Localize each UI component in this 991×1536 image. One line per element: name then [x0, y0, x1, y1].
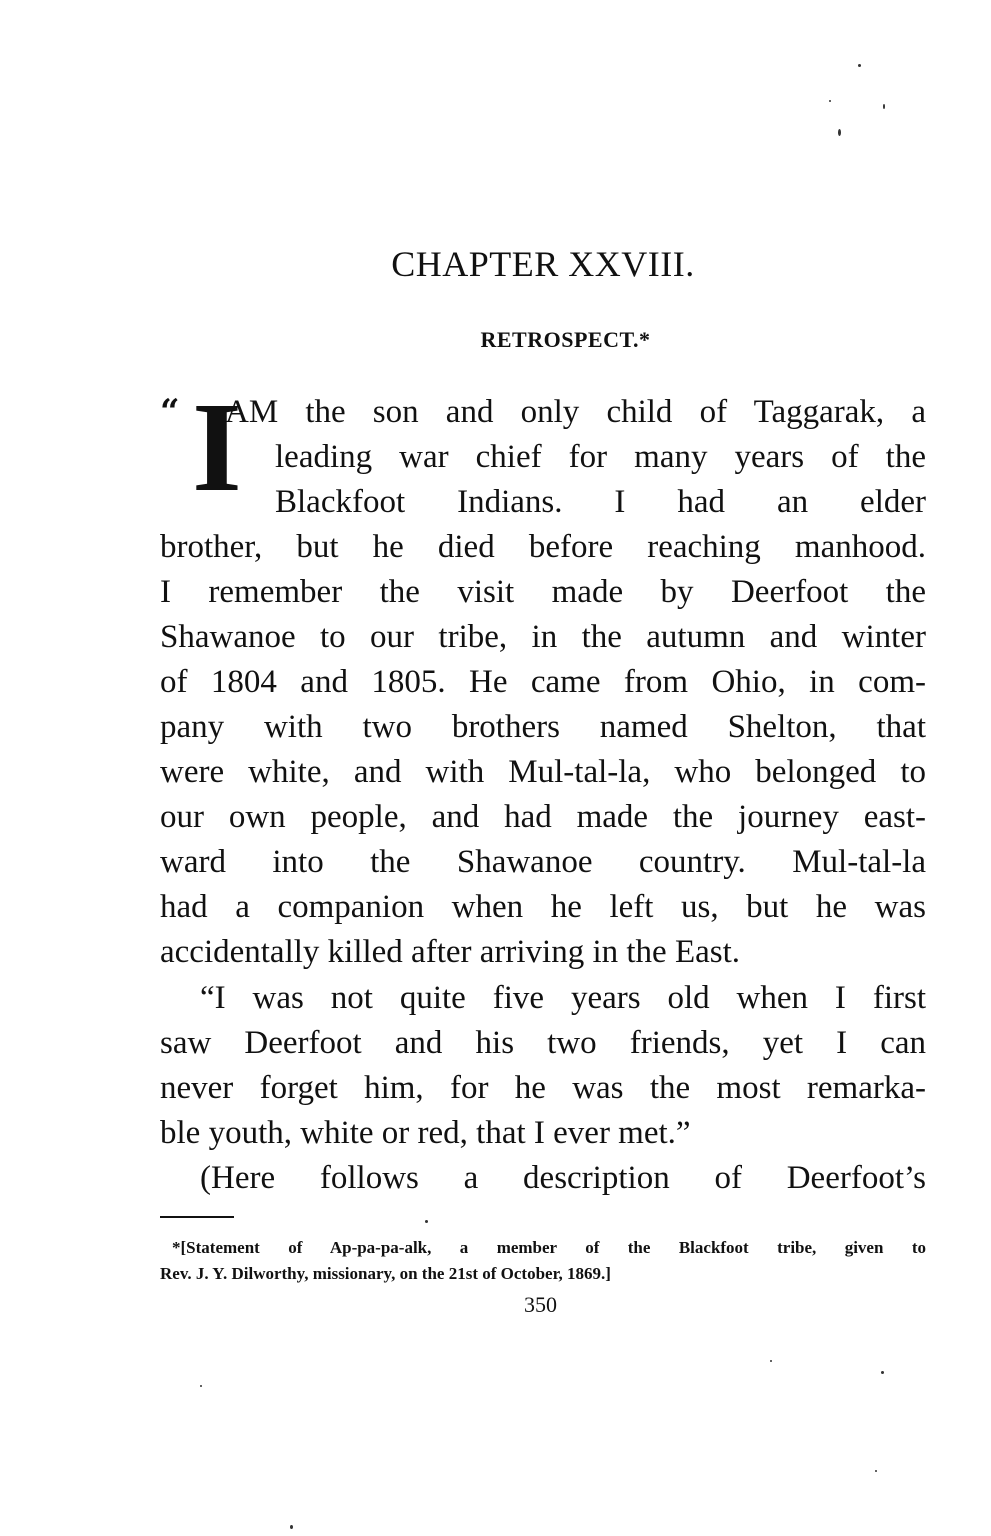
- scan-speck: [200, 1385, 202, 1387]
- text-line: pany with two brothers named Shelton, that: [160, 709, 926, 745]
- paragraph-1: [160, 376, 926, 975]
- text-line: I remember the visit made by Deerfoot the: [160, 574, 926, 610]
- chapter-title: CHAPTER XXVIII.: [391, 244, 695, 284]
- scan-speck: [838, 129, 841, 136]
- scan-speck: [770, 1360, 772, 1362]
- scan-speck: [425, 1220, 428, 1223]
- opening-quote-mark: “: [160, 392, 180, 432]
- footnote: [160, 1235, 926, 1287]
- scan-speck: [829, 100, 831, 102]
- text-line: Blackfoot Indians. I had an elder: [275, 484, 926, 520]
- text-line: ble youth, white or red, that I ever met.”: [160, 1115, 691, 1151]
- text-line: AM the son and only child of Taggarak, a: [225, 394, 926, 430]
- text-line: (Here follows a description of Deerfoot’s: [200, 1160, 926, 1196]
- page-number: 350: [524, 1292, 557, 1317]
- text-line: ward into the Shawanoe country. Mul-tal-la: [160, 844, 926, 880]
- footnote-rule: [160, 1216, 234, 1218]
- text-line: our own people, and had made the journey east-: [160, 799, 926, 835]
- chapter-subtitle: RETROSPECT.*: [480, 327, 651, 352]
- text-line: saw Deerfoot and his two friends, yet I can: [160, 1025, 926, 1061]
- text-line: Shawanoe to our tribe, in the autumn and winter: [160, 619, 926, 655]
- footnote-line: *[Statement of Ap-pa-pa-alk, a member of the Blackfoot tribe, given to: [172, 1238, 926, 1257]
- scan-speck: [858, 64, 861, 67]
- scan-speck: [290, 1525, 293, 1529]
- paragraph-3: [160, 1156, 926, 1201]
- scan-speck: [881, 1371, 884, 1374]
- text-line: “I was not quite five years old when I first: [200, 980, 926, 1016]
- text-line: accidentally killed after arriving in the East.: [160, 934, 741, 970]
- text-line: never forget him, for he was the most remarka-: [160, 1070, 926, 1106]
- text-line: leading war chief for many years of the: [275, 439, 926, 475]
- text-line: brother, but he died before reaching manhood.: [160, 529, 926, 565]
- text-line: of 1804 and 1805. He came from Ohio, in com-: [160, 664, 926, 700]
- footnote-line: Rev. J. Y. Dilworthy, missionary, on the 21st of October, 1869.]: [160, 1264, 611, 1283]
- paragraph-2: [160, 976, 926, 1156]
- scan-speck: [883, 104, 885, 109]
- drop-cap-letter: I: [192, 376, 242, 518]
- scan-speck: [875, 1470, 877, 1472]
- text-line: were white, and with Mul-tal-la, who belonged to: [160, 754, 926, 790]
- text-line: had a companion when he left us, but he was: [160, 889, 926, 925]
